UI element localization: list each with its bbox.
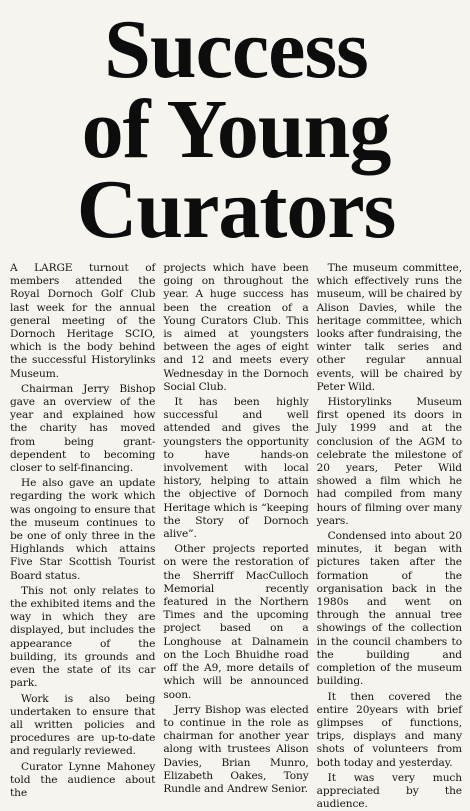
column-2 [163, 262, 308, 811]
paragraph: It has been highly successful and well attended and gives the youngsters the opportunity to have hands-on involvement with local history, helping to attain the objective of Dornoch Heritage which is “keeping the Story of Dornoch alive”. [163, 396, 309, 541]
paragraph: It then covered the entire 20years with brief glimpses of functions, trips, displays and many shots of volunteers from both today and yesterday. [316, 690, 462, 769]
paragraph: Curator Lynne Mahoney told the audience about the [10, 760, 156, 799]
paragraph: The museum committee, which effectively runs the museum, will be chaired by Alison Davies, while the heritage committee, which looks after fundraising, the winter talk series and other regular annual events, will be chaired by Peter Wild. [316, 262, 462, 393]
column-1 [10, 262, 155, 811]
paragraph: A LARGE turnout of members attended the Royal Dornoch Golf Club last week for the annual general meeting of the Dornoch Heritage SCIO, which is the body behind the successful Historylinks Museum. [10, 262, 156, 380]
paragraph: This not only relates to the exhibited items and the way in which they are displayed, but includes the appearance of the building, its grounds and even the state of its car park. [10, 584, 156, 690]
headline-line-2: of Young [81, 83, 391, 176]
paragraph: Chairman Jerry Bishop gave an overview of the year and explained how the charity has moved from being grant-dependent to becoming closer to self-financing. [10, 382, 156, 475]
headline-line-1: Success [104, 3, 368, 96]
column-3 [317, 262, 462, 811]
paragraph: projects which have been going on throughout the year. A huge success has been the creation of a Young Curators Club. This is aimed at youngsters between the ages of eight and 12 and meets every Wednesday in the Dornoch Social Club. [163, 262, 309, 393]
paragraph: He also gave an update regarding the work which was ongoing to ensure that the museum continues to be one of only three in the Highlands which attains Five Star Scottish Tourist Board status. [10, 477, 156, 582]
paragraph: Historylinks Museum first opened its doors in July 1999 and at the conclusion of the AGM to celebrate the milestone of 20 years, Peter Wild showed a film which he had compiled from many hours of filming over many years. [316, 396, 462, 527]
paragraph: Condensed into about 20 minutes, it began with pictures taken after the formation of the organisation back in the 1980s and went on through the annual tree showings of the collection in the council chambers to the building and completion of the museum building. [316, 530, 462, 688]
headline-line-3: Curators [76, 163, 396, 256]
paragraph: Other projects reported on were the restoration of the Sherriff MacCulloch Memorial recently featured in the Northern Times and the upcoming project based on a Longhouse at Dalnamein on the Loch Bhuidhe road off the A9, more details of which will be announced soon. [163, 543, 309, 701]
paragraph: Jerry Bishop was elected to continue in the role as chairman for another year along with trustees Alison Davies, Brian Munro, Elizabeth Oakes, Tony Rundle and Andrew Senior. [163, 703, 309, 795]
headline [10, 0, 462, 256]
article-body [10, 262, 462, 811]
paragraph: It was very much appreciated by the audience. [316, 771, 462, 811]
paragraph: Work is also being undertaken to ensure that all written policies and procedures are up-to-date and regularly reviewed. [10, 692, 156, 758]
